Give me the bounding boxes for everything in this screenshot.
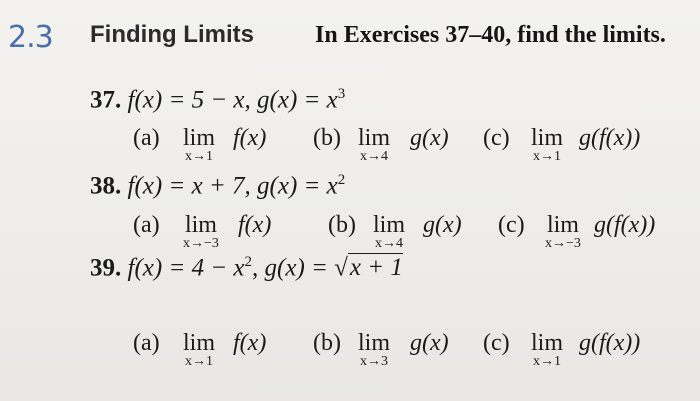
- lim-subscript: x→1: [533, 149, 561, 164]
- problem-number: 37.: [90, 86, 122, 114]
- lim-word: lim: [183, 125, 216, 151]
- problem-38-part-b: [328, 212, 356, 239]
- function-g: g(x) = x: [257, 172, 338, 200]
- part-label: (a): [133, 330, 160, 356]
- limit-operator: [373, 212, 405, 251]
- limit-operator: [183, 330, 215, 369]
- lim-subscript: x→1: [533, 354, 561, 369]
- lim-subscript: x→4: [375, 236, 403, 251]
- lim-word: lim: [184, 212, 217, 238]
- lim-word: lim: [183, 330, 216, 356]
- limit-operator: [545, 212, 581, 251]
- exponent: 3: [337, 86, 346, 102]
- limit-expression: f(x): [233, 125, 267, 151]
- lim-subscript: x→1: [185, 354, 213, 369]
- part-label: (c): [483, 125, 510, 151]
- function-f: f(x) = x + 7,: [127, 172, 251, 200]
- limit-operator: [531, 330, 563, 369]
- lim-word: lim: [358, 125, 391, 151]
- lim-subscript: x→−3: [183, 236, 219, 251]
- function-g: g(x) =: [264, 254, 335, 282]
- exponent: 2: [337, 172, 346, 188]
- lim-subscript: x→−3: [545, 236, 581, 251]
- part-label: (c): [483, 330, 510, 356]
- problem-39-definition: [90, 254, 403, 282]
- exponent: 2: [244, 254, 253, 270]
- part-label: (c): [498, 212, 525, 238]
- problem-39-part-c: [483, 330, 510, 357]
- lim-word: lim: [358, 330, 391, 356]
- problem-38-part-a: [133, 212, 160, 239]
- function-f: f(x) = 5 − x,: [127, 86, 251, 114]
- exercise-heading: In Exercises 37–40, find the limits.: [315, 22, 666, 48]
- limit-expression: f(x): [233, 330, 267, 356]
- function-f: f(x) = 4 − x: [127, 254, 245, 282]
- limit-expression: g(f(x)): [579, 125, 641, 151]
- limit-operator: [531, 125, 563, 164]
- limit-expression: g(x): [410, 125, 449, 151]
- part-label: (a): [133, 212, 160, 238]
- part-label: (b): [313, 330, 341, 356]
- problem-37-part-a: [133, 125, 160, 152]
- sqrt-icon: √: [334, 254, 348, 282]
- radicand: x + 1: [349, 254, 403, 282]
- separator-comma: ,: [252, 254, 259, 282]
- limit-expression: g(x): [410, 330, 449, 356]
- handwritten-note: 2.3: [8, 20, 53, 55]
- limit-operator: [183, 212, 219, 251]
- limit-operator: [358, 330, 390, 369]
- part-label: (a): [133, 125, 160, 151]
- lim-word: lim: [373, 212, 406, 238]
- function-g: g(x) = x: [257, 86, 338, 114]
- problem-number: 39.: [90, 254, 122, 282]
- lim-word: lim: [531, 125, 564, 151]
- lim-subscript: x→1: [185, 149, 213, 164]
- problem-37-part-c: [483, 125, 510, 152]
- lim-subscript: x→3: [360, 354, 388, 369]
- problem-38-definition: [90, 172, 345, 200]
- limit-expression: g(x): [423, 212, 462, 238]
- limit-expression: f(x): [238, 212, 272, 238]
- problem-37-part-b: [313, 125, 341, 152]
- section-title: Finding Limits: [90, 21, 254, 48]
- limit-expression: g(f(x)): [579, 330, 641, 356]
- problem-39-part-b: [313, 330, 341, 357]
- limit-operator: [358, 125, 390, 164]
- lim-word: lim: [531, 330, 564, 356]
- lim-word: lim: [546, 212, 579, 238]
- limit-expression: g(f(x)): [594, 212, 656, 238]
- problem-37-definition: [90, 86, 345, 114]
- lim-subscript: x→4: [360, 149, 388, 164]
- limit-operator: [183, 125, 215, 164]
- part-label: (b): [328, 212, 356, 238]
- part-label: (b): [313, 125, 341, 151]
- problem-39-part-a: [133, 330, 160, 357]
- problem-number: 38.: [90, 172, 122, 200]
- problem-38-part-c: [498, 212, 525, 239]
